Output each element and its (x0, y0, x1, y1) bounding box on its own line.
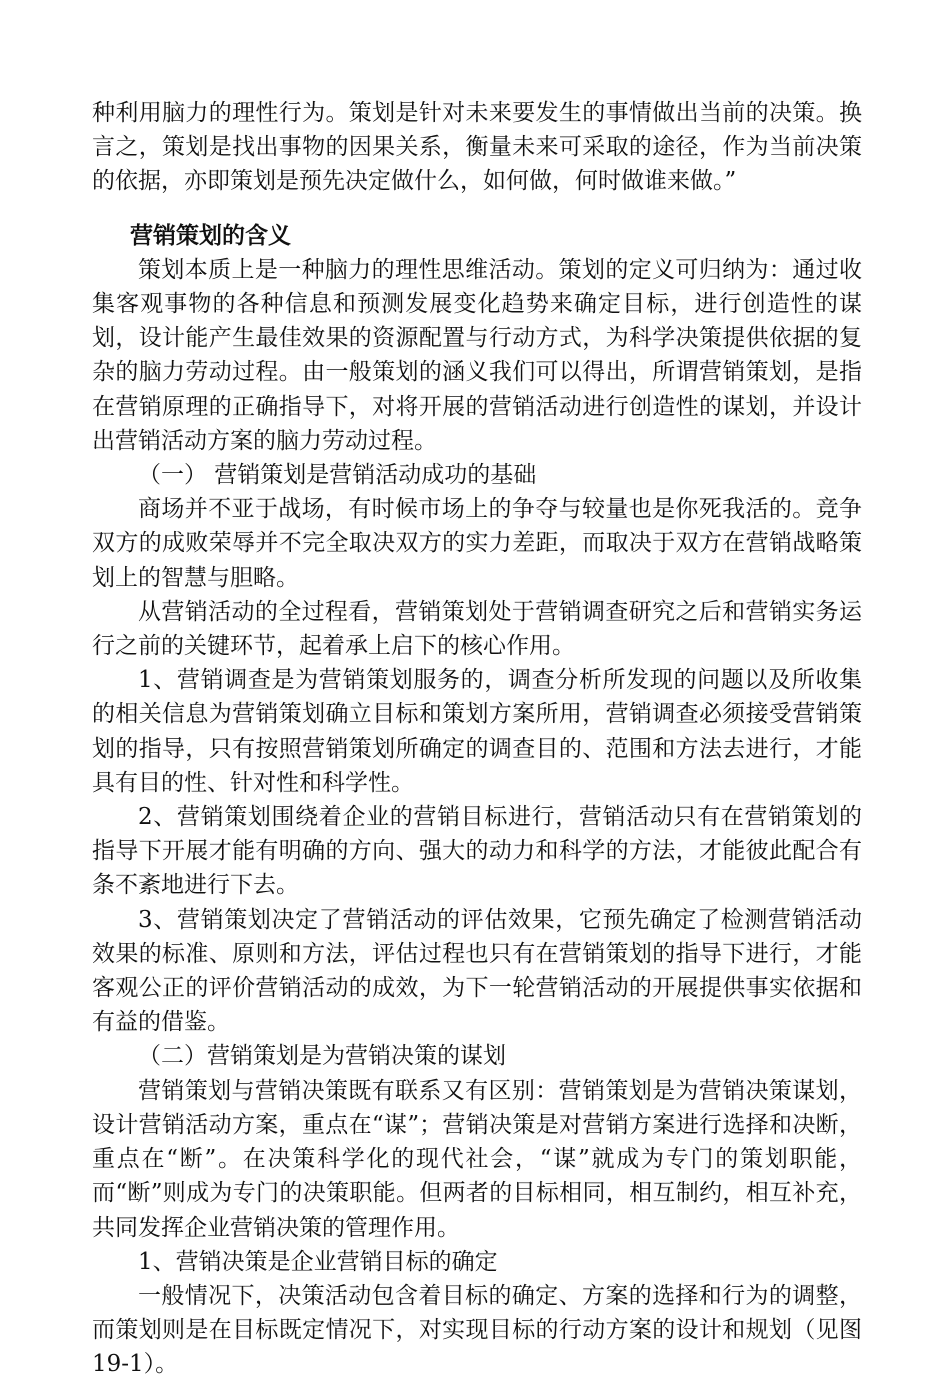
paragraph: 营销策划与营销决策既有联系又有区别：营销策划是为营销决策谋划，设计营销活动方案，重点在“谋”；营销决策是对营销方案进行选择和决断，重点在“断”。在决策科学化的现代社会，“谋”就成为专门的策划职能，而“断”则成为专门的决策职能。但两者的目标相同，相互制约，相互补充，共同发挥企业营销决策的管理作用。 (92, 1077, 862, 1241)
section-heading: 营销策划的含义 (130, 222, 291, 249)
list-item: 1、营销调查是为营销策划服务的，调查分析所发现的问题以及所收集的相关信息为营销策划确立目标和策划方案所用，营销调查必须接受营销策划的指导，只有按照营销策划所确定的调查目的、范围和方法去进行，才能具有目的性、针对性和科学性。 (92, 667, 862, 796)
list-item: 1、营销决策是企业营销目标的确定 (138, 1248, 498, 1275)
paragraph-continued: 种利用脑力的理性行为。策划是针对未来要发生的事情做出当前的决策。换言之，策划是找出事物的因果关系，衡量未来可采取的途径，作为当前决策的依据，亦即策划是预先决定做什么，如何做，何时做谁来做。” (92, 100, 862, 195)
subheading-2: （二）营销策划是为营销决策的谋划 (138, 1043, 506, 1070)
list-item: 3、营销策划决定了营销活动的评估效果，它预先确定了检测营销活动效果的标准、原则和方法，评估过程也只有在营销策划的指导下进行，才能客观公正的评价营销活动的成效，为下一轮营销活动的开展提供事实依据和有益的借鉴。 (92, 906, 862, 1036)
subheading-1: （一） 营销策划是营销活动成功的基础 (138, 462, 537, 489)
list-item: 2、营销策划围绕着企业的营销目标进行，营销活动只有在营销策划的指导下开展才能有明确的方向、强大的动力和科学的方法，才能彼此配合有条不紊地进行下去。 (92, 804, 862, 899)
paragraph: 商场并不亚于战场，有时候市场上的争夺与较量也是你死我活的。竞争双方的成败荣辱并不完全取决双方的实力差距，而取决于双方在营销战略策划上的智慧与胆略。 (92, 496, 862, 591)
paragraph: 从营销活动的全过程看，营销策划处于营销调查研究之后和营销实务运行之前的关键环节，起着承上启下的核心作用。 (92, 598, 862, 660)
paragraph: 一般情况下，决策活动包含着目标的确定、方案的选择和行为的调整，而策划则是在目标既定情况下，对实现目标的行动方案的设计和规划（见图19-1）。 (92, 1282, 862, 1378)
paragraph-definition: 策划本质上是一种脑力的理性思维活动。策划的定义可归纳为：通过收集客观事物的各种信息和预测发展变化趋势来确定目标，进行创造性的谋划，设计能产生最佳效果的资源配置与行动方式，为科学决策提供依据的复杂的脑力劳动过程。由一般策划的涵义我们可以得出，所谓营销策划，是指在营销原理的正确指导下，对将开展的营销活动进行创造性的谋划，并设计出营销活动方案的脑力劳动过程。 (92, 256, 862, 454)
document-page (92, 96, 862, 1382)
